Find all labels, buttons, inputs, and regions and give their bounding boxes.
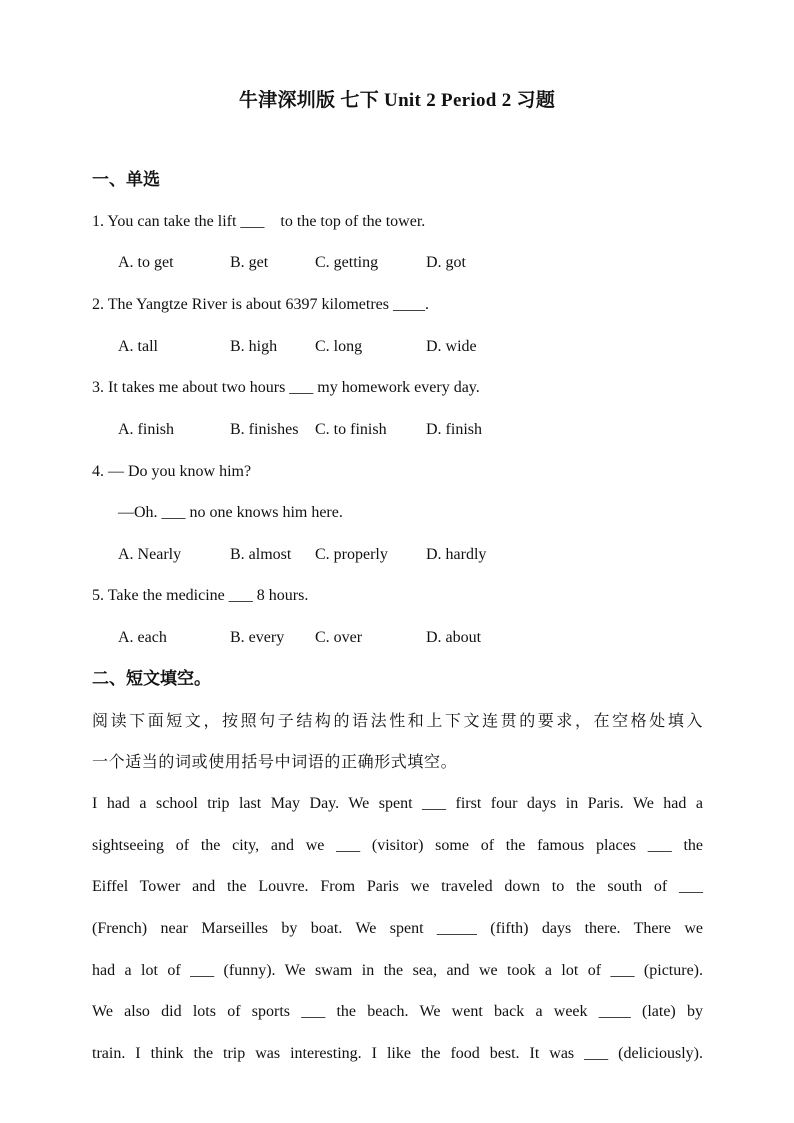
passage-line-2: sightseeing of the city, and we ___ (visitor) some of the famous places ___ the (92, 837, 703, 854)
question-3-options (118, 420, 638, 440)
passage-line-6: We also did lots of sports ___ the beach. We went back a week ____ (late) by (92, 1003, 703, 1020)
option-c: C. over (315, 629, 363, 646)
question-2-stem: 2. The Yangtze River is about 6397 kilometres ____. (92, 296, 429, 313)
option-a: A. finish (118, 421, 174, 438)
instructions-line-2: 一个适当的词或使用括号中词语的正确形式填空。 (92, 752, 458, 771)
option-a: A. tall (118, 338, 158, 355)
question-4-reply: —Oh. ___ no one knows him here. (118, 504, 343, 521)
question-4-stem: 4. — Do you know him? (92, 463, 252, 480)
option-a: A. to get (118, 254, 174, 271)
question-2-options (118, 337, 638, 357)
question-5-stem: 5. Take the medicine ___ 8 hours. (92, 587, 309, 604)
option-c: C. properly (315, 546, 388, 563)
option-a: A. each (118, 629, 167, 646)
question-3-stem: 3. It takes me about two hours ___ my homework every day. (92, 379, 480, 396)
passage-line-5: had a lot of ___ (funny). We swam in the sea, and we took a lot of ___ (picture). (92, 962, 703, 979)
option-c: C. to finish (315, 421, 387, 438)
question-1-options (118, 253, 638, 273)
option-d: D. got (426, 254, 466, 271)
option-a: A. Nearly (118, 546, 182, 563)
passage-line-3: Eiffel Tower and the Louvre. From Paris we traveled down to the south of ___ (92, 878, 703, 895)
instructions-line-1: 阅读下面短文，按照句子结构的语法性和上下文连贯的要求，在空格处填入 (92, 711, 703, 730)
passage-line-1: I had a school trip last May Day. We spent ___ first four days in Paris. We had a (92, 795, 703, 812)
question-4-options (118, 545, 638, 565)
option-b: B. almost (230, 546, 292, 563)
option-d: D. wide (426, 338, 477, 355)
option-b: B. finishes (230, 421, 299, 438)
question-5-options (118, 628, 638, 648)
section1-heading: 一、单选 (92, 170, 160, 189)
option-d: D. finish (426, 421, 482, 438)
page-title: 牛津深圳版 七下 Unit 2 Period 2 习题 (238, 90, 556, 111)
section2-heading: 二、短文填空。 (92, 669, 211, 688)
option-b: B. get (230, 254, 269, 271)
passage-line-4: (French) near Marseilles by boat. We spent _____ (fifth) days there. There we (92, 920, 703, 937)
option-c: C. getting (315, 254, 379, 271)
option-d: D. hardly (426, 546, 487, 563)
question-1-stem: 1. You can take the lift ___ to the top of the tower. (92, 213, 426, 230)
passage-line-7: train. I think the trip was interesting. I like the food best. It was ___ (deliciously). (92, 1045, 703, 1062)
option-b: B. every (230, 629, 285, 646)
option-b: B. high (230, 338, 278, 355)
option-c: C. long (315, 338, 363, 355)
option-d: D. about (426, 629, 482, 646)
